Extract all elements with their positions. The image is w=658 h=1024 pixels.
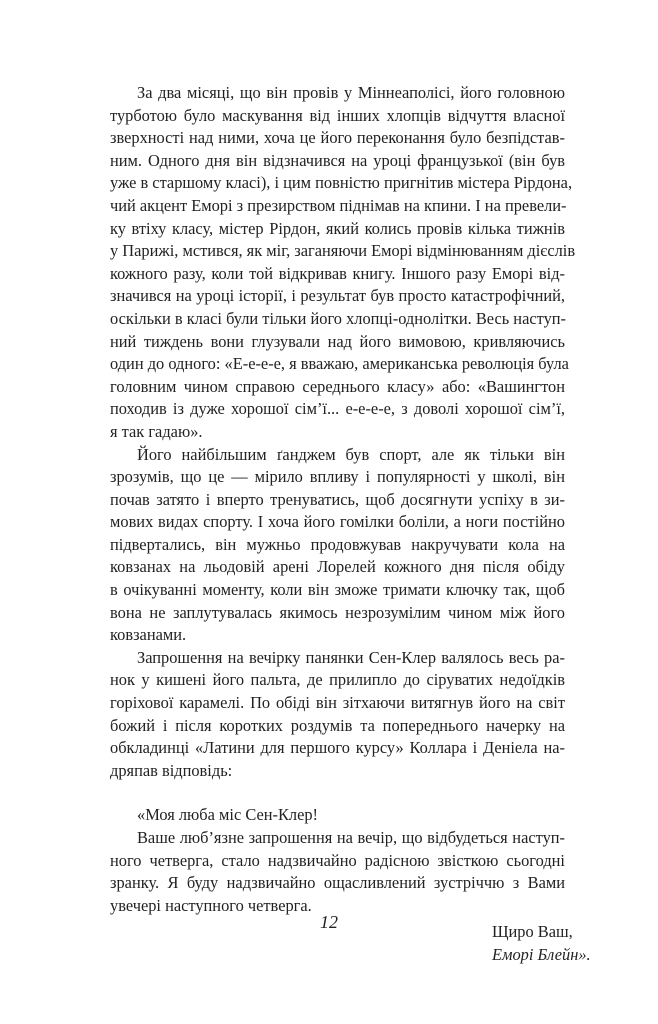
text-line: горіхової карамелі. По обіді він зітхаючи витягнув його на світ <box>110 693 565 713</box>
text-line: ковзанами. <box>110 625 187 645</box>
text-line: я так гадаю». <box>110 421 203 441</box>
text-line: чий акцент Еморі з презирством піднімав на кпини. І на превели- <box>110 195 567 215</box>
text-line: оскільки в класі були тільки його хлопці-однолітки. Весь наступ- <box>110 308 566 328</box>
text-line: божий і після коротких роздумів та попереднього начерку на <box>110 715 565 735</box>
letter-salutation: «Моя люба міс Сен-Клер! <box>137 805 318 825</box>
letter-signature: Еморі Блейн». <box>492 944 591 964</box>
text-line: Запрошення на вечірку панянки Сен-Клер валялось весь ра- <box>137 647 565 667</box>
text-line: ним. Одного дня він відзначився на уроці французької (він був <box>110 150 565 170</box>
text-line: ковзанах на льодовій арені Лорелей кожного дня після обіду <box>110 557 565 577</box>
spacer <box>110 782 565 804</box>
letter-line: увечері наступного четверга. <box>110 895 312 915</box>
text-line: уже в старшому класі), і цим повністю пригнітив містера Рірдона, <box>110 173 573 193</box>
text-line: в очікуванні моменту, коли він зможе тримати ключку так, щоб <box>110 580 565 600</box>
page-number: 12 <box>320 912 338 932</box>
text-line: у Парижі, мстився, як міг, заганяючи Еморі відмінюванням дієслів <box>110 241 576 261</box>
letter-line: Ваше люб’язне запрошення на вечір, що відбудеться наступ- <box>137 828 565 847</box>
text-line: обкладинці «Латини для першого курсу» Коллара і Деніела на- <box>110 738 565 758</box>
letter-line: ного четверга, стало надзвичайно радісною звісткою сьогодні <box>110 850 565 870</box>
text-line: ний тиждень вони глузували над його вимовою, кривляючись <box>110 331 565 351</box>
text-line: зверхності над ними, хоча це його переконання було безпідстав- <box>110 128 565 148</box>
text-line: дряпав відповідь: <box>110 760 233 780</box>
text-line: почав затято і вперто тренуватись, щоб досягнути успіху в зи- <box>110 489 565 509</box>
paragraph-1 <box>110 82 576 444</box>
paragraph-3 <box>110 647 565 783</box>
text-line: ку втіху класу, містер Рірдон, який колись провів кілька тижнів <box>110 218 565 238</box>
paragraph-2 <box>110 444 565 647</box>
text-line: головним чином справою середнього класу» або: «Вашингтон <box>110 376 565 396</box>
text-line: вона не заплутувалась якимось незрозумілим чином між його <box>110 602 565 622</box>
text-line: Його найбільшим ґанджем був спорт, але як тільки він <box>137 444 565 464</box>
book-page-text <box>110 82 591 967</box>
text-line: один до одного: «Е-е-е-е, я вважаю, американська революція була <box>110 354 569 374</box>
text-line: мових видах спорту. І хоча його гомілки боліли, а ноги постійно <box>110 512 565 532</box>
letter-block <box>110 804 591 966</box>
letter-closing: Щиро Ваш, <box>492 922 573 942</box>
text-line: значився на уроці історії, і результат був просто катастрофічний, <box>110 286 565 306</box>
text-line: підвертались, він мужньо продовжував накручувати кола на <box>110 534 565 554</box>
text-line: походив із дуже хорошої сім’ї... е-е-е-е, з доволі хорошої сім’ї, <box>110 399 565 419</box>
text-line: кожного разу, коли той відкривав книгу. Іншого разу Еморі від- <box>110 263 565 283</box>
text-line: зрозумів, що це — мірило впливу і популярності у школі, він <box>110 467 565 487</box>
text-line: турботою було маскування від інших хлопців відчуття власної <box>110 105 565 125</box>
text-line: За два місяці, що він провів у Міннеаполісі, його головною <box>137 83 565 102</box>
text-line: нок у кишені його пальта, де прилипло до сіруватих недоїдків <box>110 670 565 690</box>
letter-line: зранку. Я буду надзвичайно ощасливлений зустріччю з Вами <box>110 873 565 893</box>
